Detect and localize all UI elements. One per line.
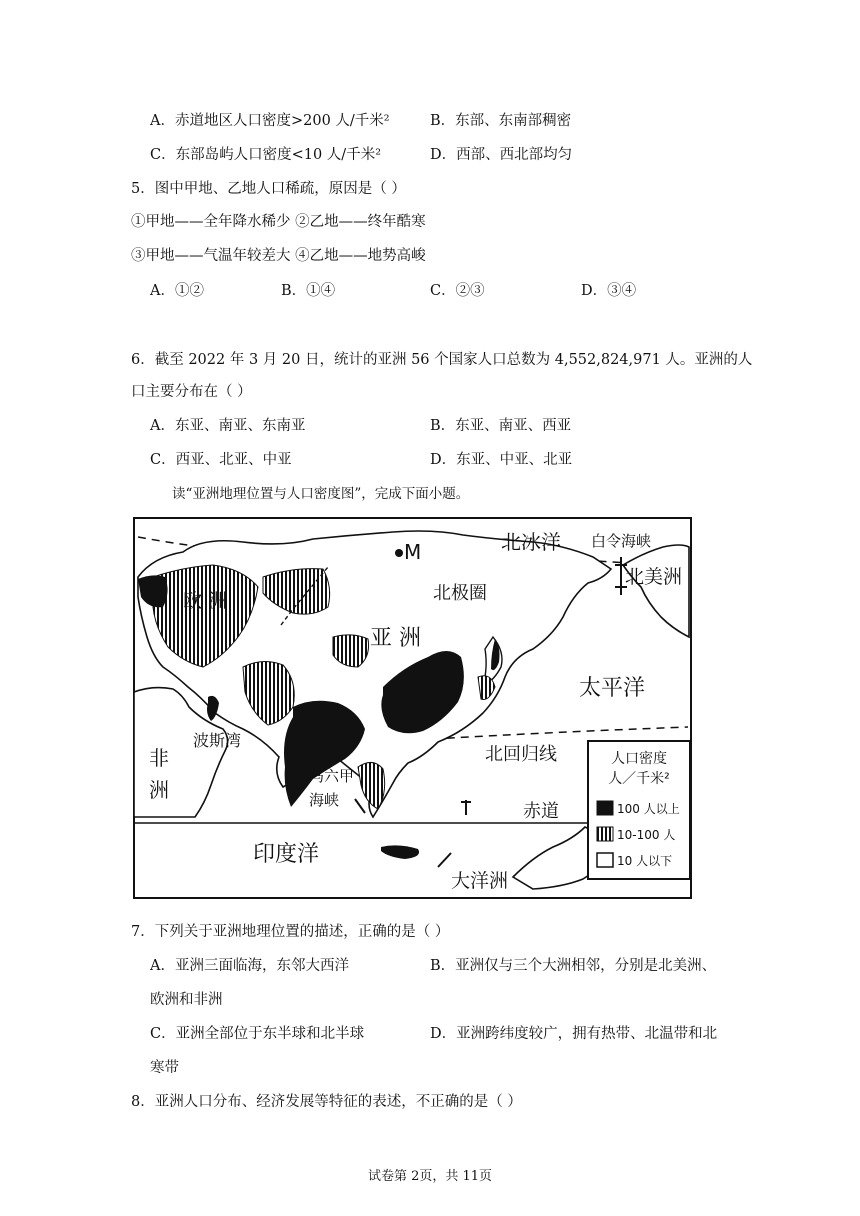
q7-option-a: A．亚洲三面临海，东邻大西洋 <box>150 958 349 974</box>
legend-swatch-low <box>597 853 613 867</box>
q7-option-c: C．亚洲全部位于东半球和北半球 <box>150 1026 365 1042</box>
q4-option-c: C．东部岛屿人口密度<10 人/千米² <box>150 147 382 163</box>
q4-option-d: D．西部、西北部均匀 <box>430 147 573 163</box>
label-asia: 亚 洲 <box>370 626 421 651</box>
label-africa-1: 非 <box>149 746 169 770</box>
page-footer: 试卷第 2页，共 11页 <box>367 1169 493 1184</box>
legend-item-high: 100 人以上 <box>617 802 680 816</box>
legend-title-1: 人口密度 <box>611 751 667 767</box>
label-arctic-circle: 北极圈 <box>433 583 487 604</box>
q5-option-c: C．②③ <box>430 283 485 299</box>
q7-option-b-line-1: B．亚洲仅与三个大洲相邻，分别是北美洲、 <box>430 958 717 974</box>
q7-option-d-line-2: 寒带 <box>150 1060 179 1076</box>
q6-option-a: A．东亚、南亚、东南亚 <box>150 418 306 434</box>
q6-stem-line-2: 口主要分布在（ ） <box>131 384 252 400</box>
q6-stem-line-1: 6．截至 2022 年 3 月 20 日，统计的亚洲 56 个国家人口总数为 4,552,824,971 人。亚洲的人 <box>131 352 753 368</box>
q5-stem: 5．图中甲地、乙地人口稀疏，原因是（ ） <box>131 181 406 197</box>
label-indian-ocean: 印度洋 <box>253 842 320 867</box>
label-malacca-1: 马六甲 <box>309 767 355 785</box>
q5-option-a: A．①② <box>150 283 204 299</box>
q7-option-d-line-1: D．亚洲跨纬度较广，拥有热带、北温带和北 <box>430 1026 718 1042</box>
legend-swatch-high <box>597 801 613 815</box>
q5-item-2: ③甲地——气温年较差大 ④乙地——地势高峻 <box>131 248 426 264</box>
label-tropic: 北回归线 <box>485 744 557 765</box>
q6-option-c: C．西亚、北亚、中亚 <box>150 452 292 468</box>
q7-option-b-line-2: 欧洲和非洲 <box>150 992 223 1008</box>
q4-option-a: A．赤道地区人口密度>200 人/千米² <box>150 113 390 129</box>
label-equator: 赤道 <box>523 801 559 822</box>
asia-population-density-map <box>133 517 692 899</box>
legend-swatch-medium <box>597 827 613 841</box>
label-bering-strait: 白令海峡 <box>591 532 652 550</box>
q6-option-d: D．东亚、中亚、北亚 <box>430 452 573 468</box>
label-oceania: 大洋洲 <box>451 870 509 892</box>
label-north-america: 北美洲 <box>625 566 683 588</box>
q5-option-d: D．③④ <box>581 283 637 299</box>
map-legend <box>588 741 690 879</box>
q4-option-b: B．东部、东南部稠密 <box>430 113 572 129</box>
legend-item-low: 10 人以下 <box>617 854 673 868</box>
label-arctic-ocean: 北冰洋 <box>501 530 561 554</box>
label-malacca-2: 海峡 <box>309 791 340 809</box>
legend-item-medium: 10-100 人 <box>617 828 676 842</box>
q5-option-b: B．①④ <box>281 283 336 299</box>
label-europe: 欧 洲 <box>183 590 228 612</box>
label-pacific: 太平洋 <box>579 676 646 701</box>
q8-stem: 8．亚洲人口分布、经济发展等特征的表述，不正确的是（ ） <box>131 1094 522 1110</box>
q6-option-b: B．东亚、南亚、西亚 <box>430 418 572 434</box>
label-persian-gulf: 波斯湾 <box>193 731 242 750</box>
point-m-marker <box>395 549 403 557</box>
q7-stem: 7．下列关于亚洲地理位置的描述，正确的是（ ） <box>131 924 450 940</box>
q5-item-1: ①甲地——全年降水稀少 ②乙地——终年酷寒 <box>131 214 426 230</box>
label-africa-2: 洲 <box>149 778 169 802</box>
legend-title-2: 人／千米² <box>608 771 670 787</box>
label-point-m: M <box>404 540 422 564</box>
map-intro: 读“亚洲地理位置与人口密度图”，完成下面小题。 <box>172 486 470 502</box>
